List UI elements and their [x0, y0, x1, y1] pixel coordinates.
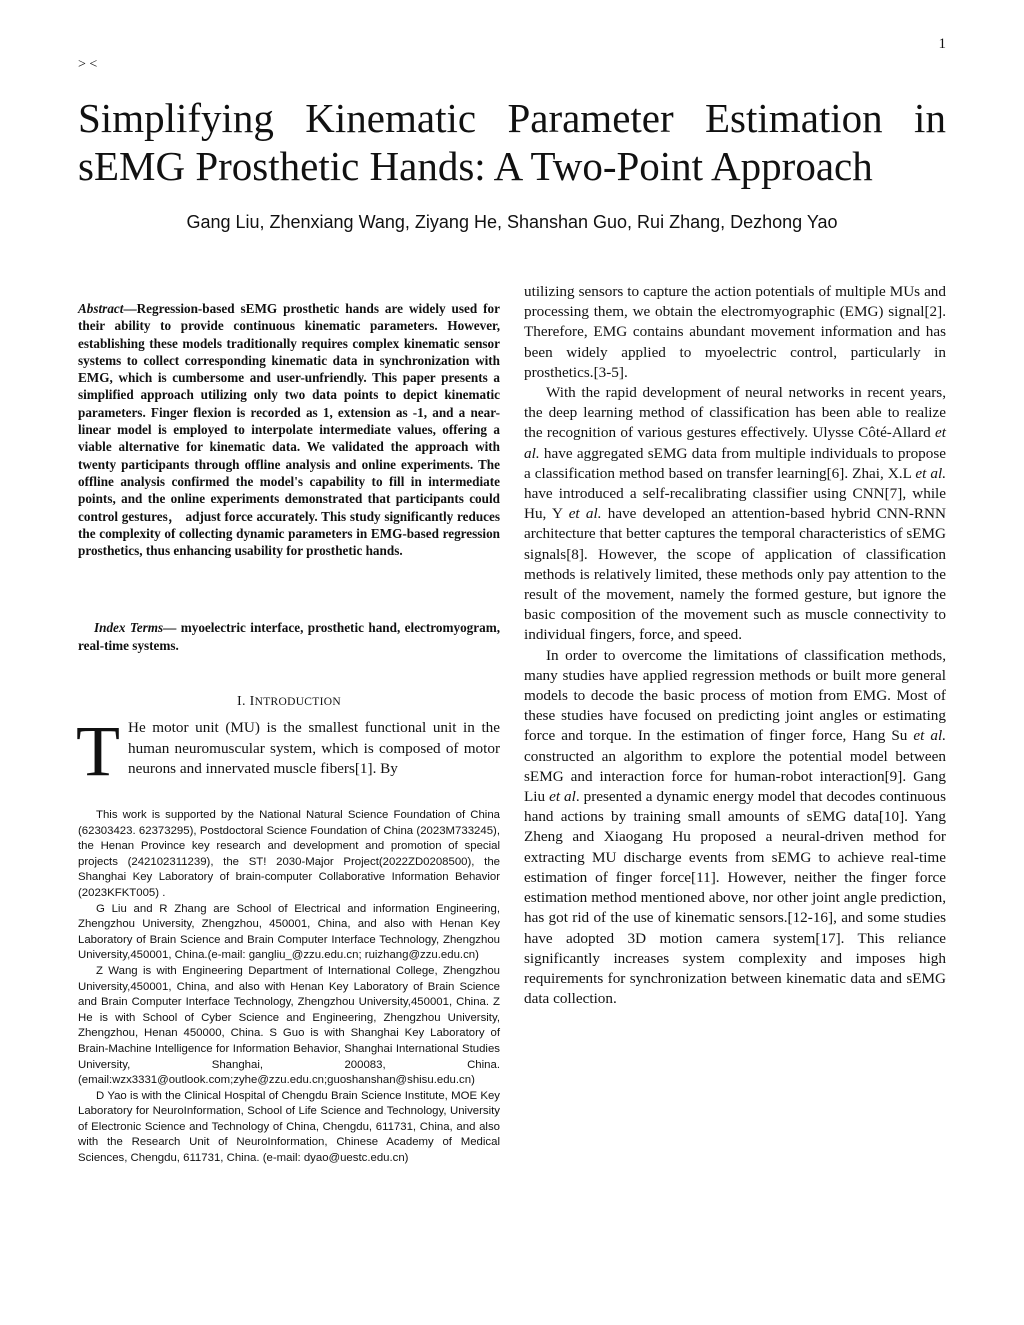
et-al: et al. [913, 727, 946, 745]
footnote-affiliation: D Yao is with the Clinical Hospital of Chengdu Brain Science Institute, MOE Key Laboratory for NeuroInformation, School of Life Science and Technology, University of Electronic Science and Technology of China, Chengdu, 611731, China, and also with the Research Unit of NeuroInformation, Chinese Academy of Medical Sciences, Chengdu, 611731, China. (e-mail: dyao@uestc.edu.cn) [78, 1089, 500, 1165]
section-title-rest: NTRODUCTION [254, 696, 341, 708]
et-al: et al [549, 788, 576, 806]
page-number: 1 [938, 36, 946, 52]
header-mark: > < [78, 57, 98, 72]
text-run: With the rapid development of neural networks in recent years, the deep learning method of classification has been able to realize the recognition of various gestures effectively. Ulysse Côté-Allard [524, 384, 946, 442]
section-number: I. [237, 694, 246, 709]
title-word: Estimation [705, 95, 883, 141]
text-run: constructed an algorithm to explore the potential model between sEMG and interaction force for human-robot interaction[9]. Gang Liu [524, 747, 946, 806]
et-al: et al. [524, 424, 946, 462]
et-al: et al. [568, 505, 602, 523]
title-word: in [914, 95, 946, 141]
index-terms-label: Index Terms [94, 620, 164, 635]
body-paragraph [524, 646, 946, 1010]
footnote-affiliation: Z Wang is with Engineering Department of International College, Zhengzhou University,450001, China, and also with Henan Key Laboratory of Brain Science and Brain Computer Interface Technology, Zhengzhou University,450001, China. Z He is with School of Cyber Science and Engineering, Zhengzhou University, Zhengzhou, Henan 450000, China. S Guo is with Shanghai Key Laboratory of Brain-Machine Intelligence for Information Behavior, Shanghai International Studies University, Shanghai, 200083, China. (email:wzx3331@outlook.com;zyhe@zzu.edu.cn;guoshanshan@shisu.edu.cn) [78, 964, 500, 1087]
title-word: Kinematic [305, 95, 477, 141]
text-run: have introduced a self-recalibrating classifier using CNN[7], while Hu, Y [524, 485, 946, 523]
footnote-funding: This work is supported by the National Natural Science Foundation of China (62303423. 62373295), Postdoctoral Science Foundation of China (2023M733245), the Henan Province key research and development and promotion of special projects (242102311239), the ST! 2030-Major Project(2022ZD0208500), the Shanghai Key Laboratory of brain-computer Collaborative Information Behavior (2023KFKT005) . [78, 809, 500, 899]
et-al: et al. [915, 464, 946, 482]
footnote-affiliation: G Liu and R Zhang are School of Electrical and information Engineering, Zhengzhou University, Zhengzhou, 450001, China, and also with Henan Key Laboratory of Brain Science and Brain Computer Interface Technology, Zhengzhou University,450001, China.(e-mail: gangliu_@zzu.edu.cn; ruizhang@zzu.edu.cn) [78, 902, 500, 962]
introduction-text: He motor unit (MU) is the smallest functional unit in the human neuromuscular system, which is composed of motor neurons and innervated muscle fibers[1]. By [127, 719, 500, 777]
index-terms [78, 619, 500, 655]
title-line-1 [78, 94, 946, 142]
text-run: . presented a dynamic energy model that decodes continuous hand actions by training small amounts of sEMG data[10]. Yang Zheng and Xiaogang Hu proposed a neural-driven method for extracting MU discharge events from sEMG to achieve real-time estimation of finger force[11]. However, neither the finger force estimation method mentioned above, nor other joint angle prediction, has got rid of the use of kinematic sensors.[12-16], and some studies have adopted 3D motion camera system[17]. This reliance significantly increases system complexity and imposes high requirements for synchronization between kinematic data and sEMG data collection. [524, 788, 947, 1008]
abstract [78, 300, 500, 559]
title-word: Parameter [507, 95, 674, 141]
title-line-2: sEMG Prosthetic Hands: A Two-Point Approach [78, 143, 873, 189]
author-list: Gang Liu, Zhenxiang Wang, Ziyang He, Shanshan Guo, Rui Zhang, Dezhong Yao [186, 212, 838, 232]
text-run: have developed an attention-based hybrid CNN-RNN architecture that better captures the temporal characteristics of sEMG signals[8]. However, the scope of application of classification methods is relatively limited, these methods only pay attention to the result of the movement, namely the formed gesture, but ignore the basic composition of the movement such as muscle connectivity to individual fingers, force, and speed. [524, 505, 946, 644]
drop-cap: T [76, 711, 120, 791]
body-paragraph [524, 383, 946, 646]
footnote-block [78, 808, 500, 1167]
abstract-label: Abstract [78, 301, 124, 316]
section-heading-introduction [78, 694, 500, 710]
section-title-initial: I [249, 694, 255, 709]
abstract-text: —Regression-based sEMG prosthetic hands are widely used for their ability to provide continuous kinematic parameters. However, establishing these models traditionally requires complex kinematic sensor systems to collect corresponding kinematic data in synchronization with EMG, which is cumbersome and user-unfriendly. This paper presents a simplified approach utilizing only two data points to depict kinematic parameters. Finger flexion is recorded as 1, extension as -1, and a near-linear model is employed to interpolate intermediate values, offering a viable alternative for kinematic data. We validated the approach with twenty participants through offline analysis and online experiments. The offline analysis confirmed the model's capability to fill in intermediate points, and the online experiments demonstrated that participants could control gestures， adjust force accurately. This study significantly reduces the complexity of collecting dynamic parameters in EMG-based regression prosthetics, thus enhancing usability for prosthetic hands. [78, 301, 500, 559]
paper-title [78, 94, 946, 190]
index-terms-text: — myoelectric interface, prosthetic hand, electromyogram, real-time systems. [78, 620, 500, 653]
body-paragraph: utilizing sensors to capture the action potentials of multiple MUs and processing them, we obtain the electromyographic (EMG) signal[2]. Therefore, EMG contains abundant movement information and has been widely applied to myoelectric control, particularly in prosthetics.[3-5]. [524, 283, 946, 381]
text-run: In order to overcome the limitations of classification methods, many studies have applied regression methods or built more general models to decode the basic process of motion from EMG. Most of these studies have focused on predicting joint angles or estimating force and torque. In the estimation of finger force, Hang Su [524, 646, 946, 745]
text-run: have aggregated sEMG data from multiple individuals to propose a classification method based on transfer learning[6]. Zhai, X.L [524, 444, 946, 482]
right-column [524, 282, 946, 1009]
introduction-paragraph [76, 711, 500, 791]
title-word: Simplifying [78, 95, 274, 141]
